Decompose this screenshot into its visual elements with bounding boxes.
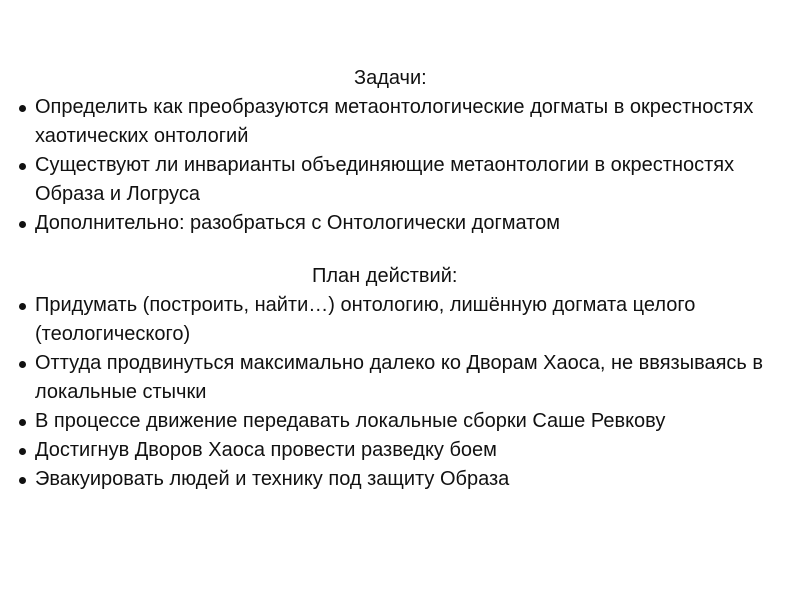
list-item-text: Дополнительно: разобраться с Онтологически догматом bbox=[35, 212, 560, 234]
list-item bbox=[18, 349, 778, 407]
list-item-text: Определить как преобразуются метаонтологические догматы в окрестностях хаотических онтологий bbox=[35, 96, 754, 147]
list-item bbox=[18, 151, 778, 209]
list-item bbox=[18, 407, 778, 436]
bullet-icon bbox=[19, 477, 26, 484]
list-item bbox=[18, 436, 778, 465]
list-item-text: В процессе движение передавать локальные сборки Саше Ревкову bbox=[35, 410, 666, 432]
list-item bbox=[18, 93, 778, 151]
list-item-text: Эвакуировать людей и технику под защиту Образа bbox=[35, 468, 510, 490]
list-item-text: Придумать (построить, найти…) онтологию, лишённую догмата целого (теологического) bbox=[35, 294, 696, 345]
list-item-text: Существуют ли инварианты объединяющие метаонтологии в окрестностях Образа и Логруса bbox=[35, 154, 735, 205]
list-item bbox=[18, 291, 778, 349]
bullet-icon bbox=[19, 419, 26, 426]
bullet-icon bbox=[19, 448, 26, 455]
list-item-text: Достигнув Дворов Хаоса провести разведку боем bbox=[35, 439, 497, 461]
list-item bbox=[18, 209, 778, 238]
plan-heading: План действий: bbox=[312, 265, 458, 287]
bullet-icon bbox=[19, 105, 26, 112]
bullet-icon bbox=[19, 221, 26, 228]
plan-list bbox=[18, 291, 778, 494]
list-item bbox=[18, 465, 778, 494]
bullet-icon bbox=[19, 303, 26, 310]
bullet-icon bbox=[19, 361, 26, 368]
tasks-heading: Задачи: bbox=[354, 67, 427, 89]
list-item-text: Оттуда продвинуться максимально далеко ко Дворам Хаоса, не ввязываясь в локальные стычки bbox=[35, 352, 764, 403]
bullet-icon bbox=[19, 163, 26, 170]
tasks-list bbox=[18, 93, 778, 238]
